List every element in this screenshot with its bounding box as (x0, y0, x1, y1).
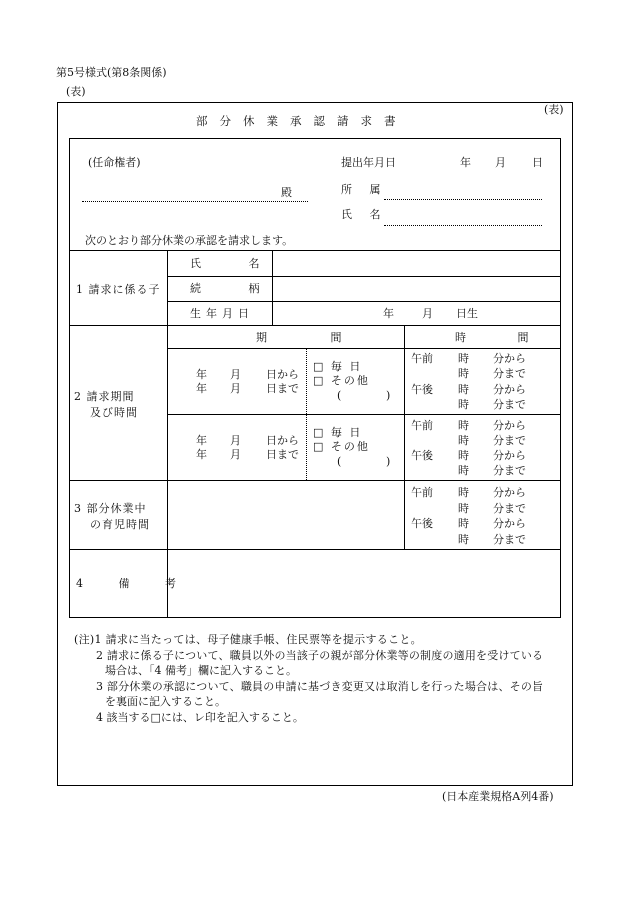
section3-label-line1: 3 部分休業中 (74, 502, 147, 515)
hour-label: 時 (458, 434, 469, 447)
hour-label: 時 (458, 449, 469, 462)
dono-label: 殿 (281, 186, 292, 199)
other-checkbox[interactable]: □ その他 (313, 440, 370, 453)
from-year: 年 (196, 434, 207, 447)
request-text: 次のとおり部分休業の承認を請求します。 (85, 234, 294, 247)
note-4: 4 該当する□には、レ印を記入すること。 (96, 711, 304, 724)
paren-close: ) (386, 455, 391, 468)
min-to-label: 分まで (493, 398, 526, 411)
other-checkbox[interactable]: □ その他 (313, 374, 370, 387)
from-month: 月 (230, 368, 241, 381)
hour-label: 時 (458, 419, 469, 432)
grid-line (69, 480, 561, 481)
to-year: 年 (196, 382, 207, 395)
grid-dotted-line (306, 348, 307, 480)
min-from-label: 分から (493, 449, 526, 462)
paper-size-label: (日本産業規格A列4番) (442, 790, 554, 803)
note-3-cont: を裏面に記入すること。 (105, 695, 226, 708)
section4-label: 4 備 考 (76, 577, 192, 590)
from-day: 日から (266, 368, 299, 381)
section3-label-line2: の育児時間 (90, 518, 150, 531)
applicant-name-line (384, 225, 542, 226)
hour-label: 時 (458, 398, 469, 411)
note-3: 3 部分休業の承認について、職員の申請に基づき変更又は取消しを行った場合は、その旨 (96, 680, 544, 693)
min-to-label: 分まで (493, 502, 526, 515)
section1-label: 1 請求に係る子 (76, 283, 161, 296)
min-from-label: 分から (493, 352, 526, 365)
applicant-name-label: 氏 名 (341, 208, 388, 221)
from-month: 月 (230, 434, 241, 447)
to-year: 年 (196, 448, 207, 461)
appointer-label: (任命権者) (88, 156, 141, 169)
hour-label: 時 (458, 517, 469, 530)
hour-label: 時 (458, 383, 469, 396)
birth-year-label: 年 (383, 307, 394, 320)
birth-month-label: 月 (422, 307, 433, 320)
am-label: 午前 (411, 419, 433, 432)
to-month: 月 (230, 382, 241, 395)
affiliation-line (384, 199, 542, 200)
submit-date-label: 提出年月日 (341, 156, 396, 169)
section2-label-line1: 2 請求期間 (74, 390, 135, 403)
from-year: 年 (196, 368, 207, 381)
pm-label: 午後 (411, 383, 433, 396)
am-label: 午前 (411, 352, 433, 365)
min-from-label: 分から (493, 419, 526, 432)
grid-line (69, 549, 561, 550)
min-to-label: 分まで (493, 464, 526, 477)
grid-line (167, 348, 561, 349)
grid-line (167, 276, 561, 277)
child-name-label: 氏 名 (190, 257, 282, 270)
submit-year-label: 年 (460, 156, 471, 169)
submit-day-label: 日 (532, 156, 543, 169)
grid-line (404, 325, 405, 549)
grid-line (167, 414, 561, 415)
form-title: 部分休業承認請求書 (196, 114, 408, 128)
from-day: 日から (266, 434, 299, 447)
submit-month-label: 月 (495, 156, 506, 169)
hour-label: 時 (458, 502, 469, 515)
omote-right-label: (表) (544, 103, 564, 116)
appointer-name-line (82, 201, 308, 202)
grid-line (69, 250, 561, 251)
grid-line (167, 250, 168, 618)
note-2: 2 請求に係る子について、職員以外の当該子の親が部分休業等の制度の適用を受けている (96, 649, 544, 662)
time-header: 時 間 (455, 331, 553, 344)
min-to-label: 分まで (493, 434, 526, 447)
paren-open: ( (337, 389, 342, 402)
min-to-label: 分まで (493, 533, 526, 546)
pm-label: 午後 (411, 517, 433, 530)
min-from-label: 分から (493, 383, 526, 396)
grid-line (69, 325, 561, 326)
min-to-label: 分まで (493, 367, 526, 380)
hour-label: 時 (458, 486, 469, 499)
hour-label: 時 (458, 352, 469, 365)
pm-label: 午後 (411, 449, 433, 462)
note-1: (注)1 請求に当たっては、母子健康手帳、住民票等を提示すること。 (74, 633, 422, 646)
period-header: 期 間 (256, 331, 372, 344)
am-label: 午前 (411, 486, 433, 499)
child-birth-label: 生年月日 (190, 307, 254, 320)
paren-open: ( (337, 455, 342, 468)
hour-label: 時 (458, 367, 469, 380)
to-day: 日まで (266, 448, 299, 461)
min-from-label: 分から (493, 486, 526, 499)
form-label: 第5号様式(第8条関係) (56, 66, 167, 79)
child-relation-label: 続 柄 (190, 282, 282, 295)
paren-close: ) (386, 389, 391, 402)
affiliation-label: 所 属 (341, 183, 388, 196)
min-from-label: 分から (493, 517, 526, 530)
to-day: 日まで (266, 382, 299, 395)
omote-label: (表) (66, 85, 86, 98)
birth-day-label: 日生 (456, 307, 478, 320)
grid-line (167, 301, 561, 302)
daily-checkbox[interactable]: □ 毎 日 (313, 360, 363, 373)
section2-label-line2: 及び時間 (90, 406, 138, 419)
to-month: 月 (230, 448, 241, 461)
hour-label: 時 (458, 533, 469, 546)
daily-checkbox[interactable]: □ 毎 日 (313, 426, 363, 439)
note-2-cont: 場合は、「4 備考」欄に記入すること。 (105, 664, 297, 677)
hour-label: 時 (458, 464, 469, 477)
